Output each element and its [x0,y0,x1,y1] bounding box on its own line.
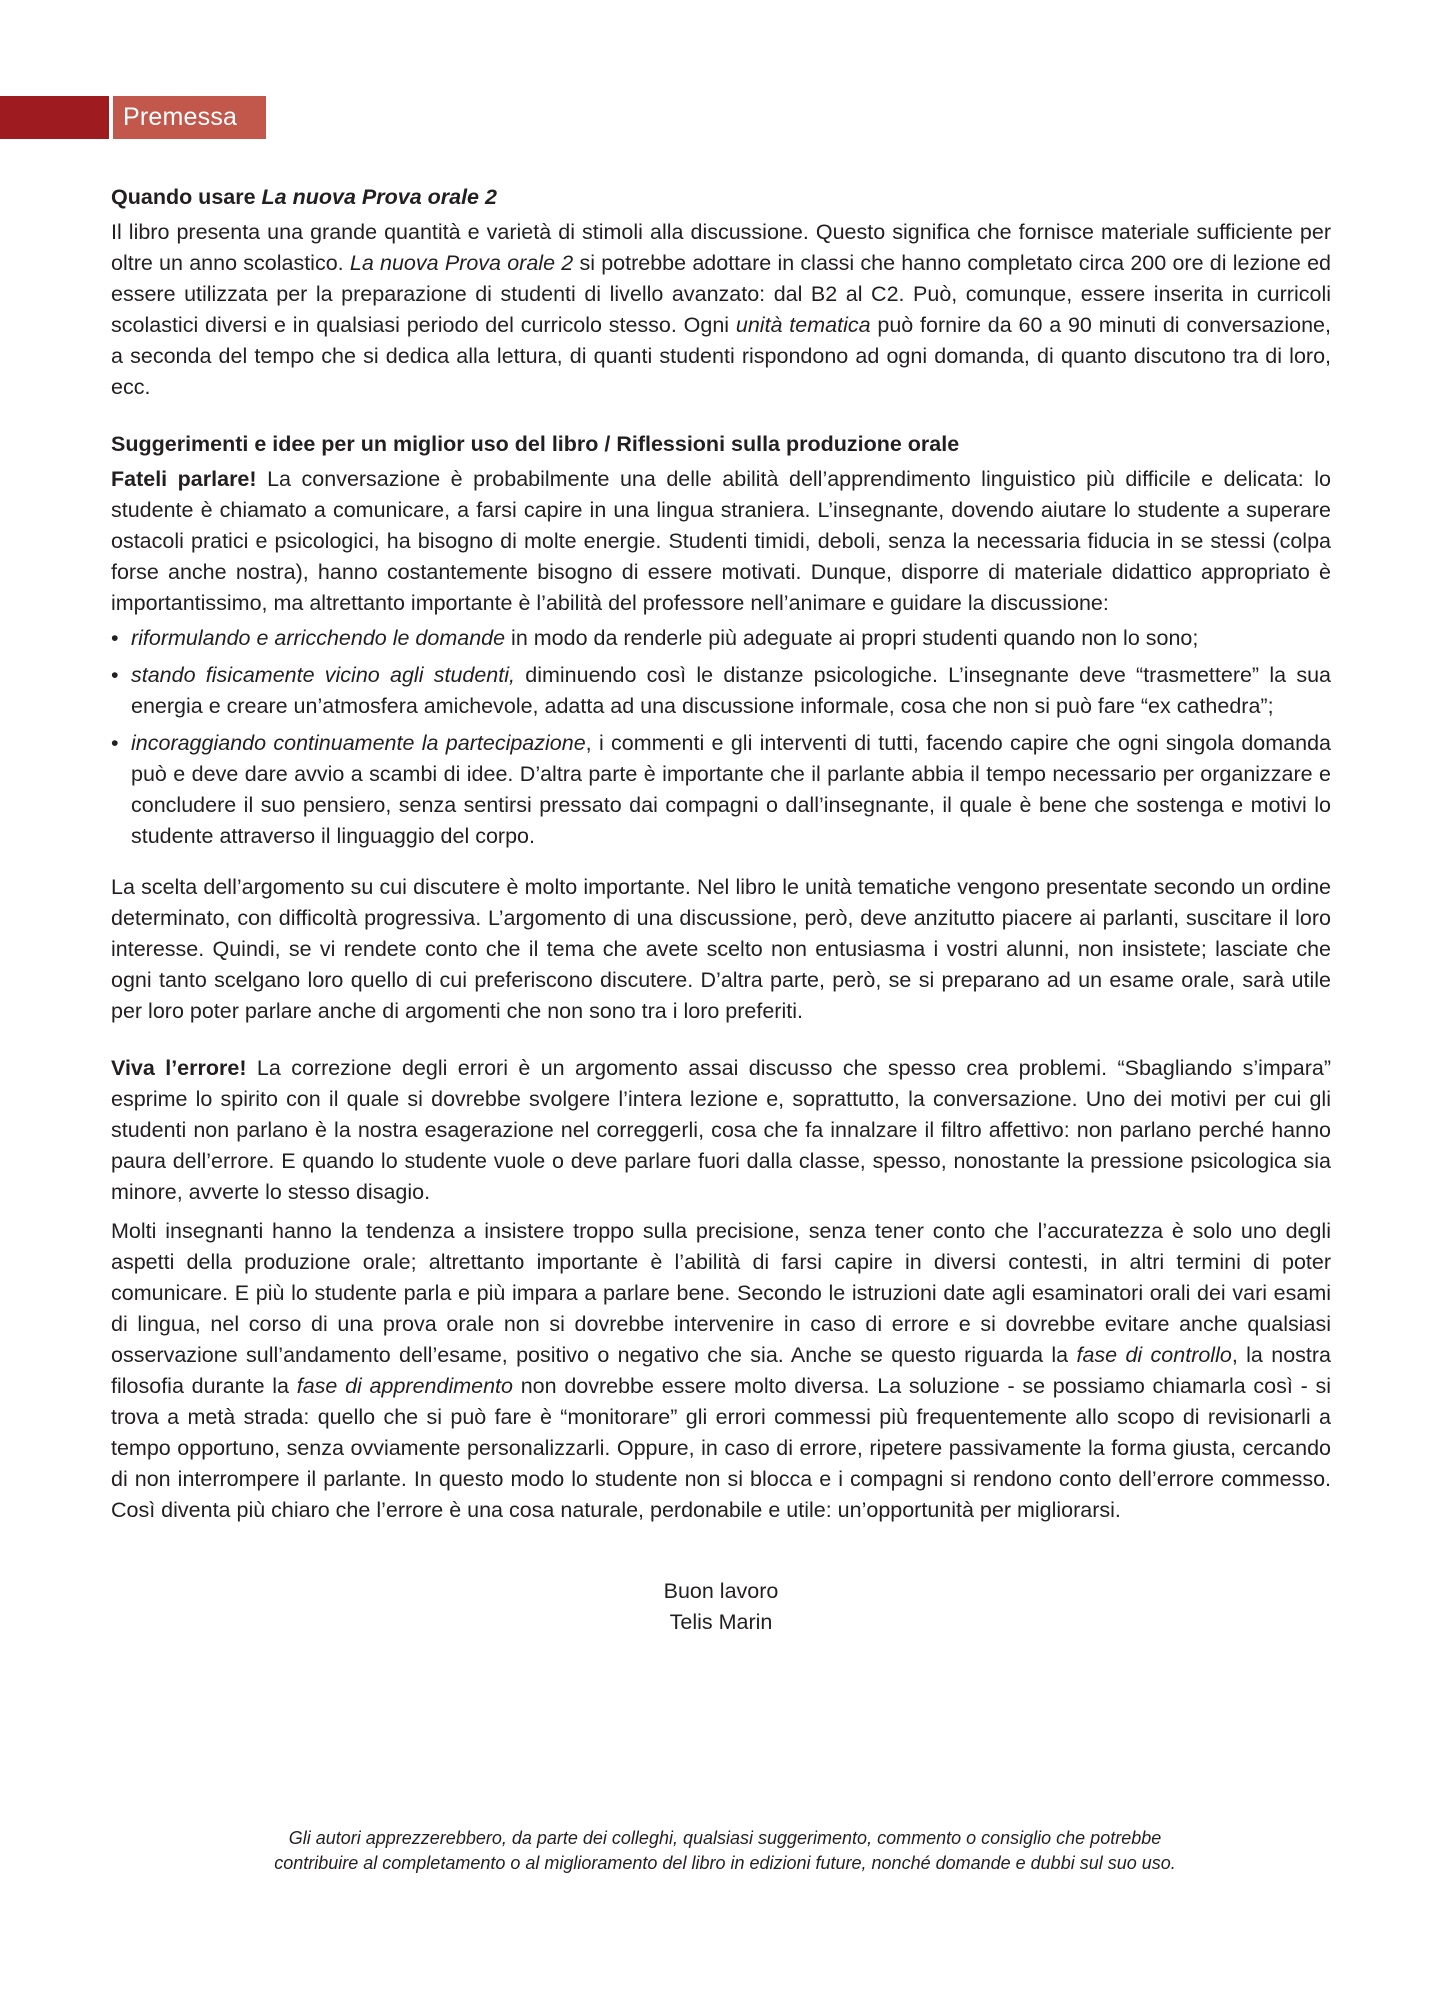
accuracy-paragraph [111,1216,1331,1526]
text-run: Il libro presenta una grande quantità e varietà di stimoli alla discussione. Questo significa che fornisce materiale sufficiente per oltre un anno scolastico. [111,220,1331,275]
section2-paragraph [111,464,1331,619]
signature-closing: Buon lavoro [663,1579,779,1603]
text-run: La conversazione è probabilmente una delle abilità dell’apprendimento linguistico più difficile e delicata: lo studente è chiamato a comunicare, a farsi capire in una lingua straniera. L’insegnante, dovendo aiutare lo studente a superare ostacoli pratici e psicologici, ha bisogno di molte energie. Studenti timidi, deboli, senza la necessaria fiducia in se stessi (colpa forse anche nostra), hanno costantemente bisogno di essere motivati. Dunque, disporre di materiale didattico appropriato è importantissimo, ma altrettanto importante è l’abilità del professore nell’animare e guidare la discussione: [111,467,1332,615]
term-italic: fase di apprendimento [296,1374,513,1398]
page-header-bar [0,96,266,139]
header-accent-block [0,96,109,139]
term-italic: unità tematica [735,313,871,337]
text-run: Molti insegnanti hanno la tendenza a insistere troppo sulla precisione, senza tener conto che l’accuratezza è solo uno degli aspetti della produzione orale; altrettanto importante è l’abilità di farsi capire in diversi contesti, in altri termini di poter comunicare. E più lo studente parla e più impara a parlare bene. Secondo le istruzioni date agli esaminatori orali dei vari esami di lingua, nel corso di una prova orale non si dovrebbe intervenire in caso di errore e si dovrebbe evitare anche qualsiasi osservazione sull’andamento dell’esame, positivo o negativo che sia. Anche se questo riguarda la [111,1219,1331,1367]
lead-bold: Viva l’errore! [111,1056,247,1080]
text-run: , la nostra filosofia durante la [111,1343,1331,1398]
footnote [230,1826,1220,1876]
section1-heading [111,182,1331,213]
list-item-text: diminuendo così le distanze psicologiche. L’insegnante deve “trasmettere” la sua energia e creare un’atmosfera amichevole, adatta ad una discussione informale, cosa che non si può fare “ex cathedra”; [131,663,1331,718]
suggestion-list [111,623,1331,852]
main-content [111,182,1331,1638]
topic-choice-paragraph: La scelta dell’argomento su cui discutere è molto importante. Nel libro le unità tematiche vengono presentate secondo un ordine determinato, con difficoltà progressiva. L’argomento di una discussione, però, deve anzitutto piacere ai parlanti, suscitare il loro interesse. Quindi, se vi rendete conto che il tema che avete scelto non entusiasma i vostri alunni, non insistete; lasciate che ogni tanto scelgano loro quello di cui preferiscono discutere. D’altra parte, però, se si preparano ad un esame orale, sarà utile per loro poter parlare anche di argomenti che non sono tra i loro preferiti. [111,875,1331,1023]
text-run: si potrebbe adottare in classi che hanno completato circa 200 ore di lezione ed essere utilizzata per la preparazione di studenti di livello avanzato: dal B2 al C2. Può, comunque, essere inserita in curricoli scolastici diversi e in qualsiasi periodo del curricolo stesso. Ogni [111,251,1331,337]
list-item [111,728,1331,852]
section2-heading: Suggerimenti e idee per un miglior uso del libro / Riflessioni sulla produzione orale [111,432,960,456]
term-italic: fase di controllo [1076,1343,1232,1367]
list-item [111,623,1331,654]
text-run: non dovrebbe essere molto diversa. La soluzione - se possiamo chiamarla così - si trova a metà strada: quello che si può fare è “monitorare” gli errori commessi più frequentemente allo scopo di revisionarli a tempo opportuno, senza ovviamente personalizzarli. Oppure, in caso di errore, ripetere passivamente la forma giusta, cercando di non interrompere il parlante. In questo modo lo studente non si blocca e i compagni si rendono conto dell’errore commesso. Così diventa più chiaro che l’errore è una cosa naturale, perdonabile e utile: un’opportunità per migliorarsi. [111,1374,1331,1522]
list-item-text: in modo da renderle più adeguate ai propri studenti quando non lo sono; [505,626,1199,650]
list-item-text: , i commenti e gli interventi di tutti, facendo capire che ogni singola domanda può e deve dare avvio a scambi di idee. D’altra parte è importante che il parlante abbia il tempo necessario per organizzare e concludere il suo pensiero, senza sentirsi pressato dai compagni o dall’insegnante, il quale è bene che sostenga e motivi lo studente attraverso il linguaggio del corpo. [131,731,1331,848]
bullet-icon: • [111,731,119,755]
lead-bold: Fateli parlare! [111,467,257,491]
text-run: La correzione degli errori è un argomento assai discusso che spesso crea problemi. “Sbagliando s’impara” esprime lo spirito con il quale si dovrebbe svolgere l’intera lezione e, soprattutto, la conversazione. Uno dei motivi per cui gli studenti non parlano è la nostra esagerazione nel correggerli, cosa che fa innalzare il filtro affettivo: non parlano perché hanno paura dell’errore. E quando lo studente vuole o deve parlare fuori dalla classe, spesso, nonostante la pressione psicologica sia minore, avverte lo stesso disagio. [111,1056,1331,1204]
list-item-emphasis: incoraggiando continuamente la partecipazione [131,731,586,755]
section-label: Premessa [113,96,266,139]
footnote-line: contribuire al completamento o al miglioramento del libro in edizioni future, nonché domande e dubbi sul suo uso. [274,1853,1176,1873]
bullet-icon: • [111,626,119,650]
signature-author: Telis Marin [669,1610,773,1634]
list-item-emphasis: stando fisicamente vicino agli studenti, [131,663,515,687]
section1-paragraph [111,217,1331,403]
footnote-line: Gli autori apprezzerebbero, da parte dei colleghi, qualsiasi suggerimento, commento o consiglio che potrebbe [288,1828,1162,1848]
section3-paragraph [111,1053,1331,1208]
text-run: può fornire da 60 a 90 minuti di conversazione, a seconda del tempo che si dedica alla lettura, di quanti studenti rispondono ad ogni domanda, di quanto discutono tra di loro, ecc. [111,313,1331,399]
book-title-italic: La nuova Prova orale 2 [349,251,574,275]
bullet-icon: • [111,663,119,687]
list-item-emphasis: riformulando e arricchendo le domande [131,626,506,650]
section1-heading-prefix: Quando usare [111,185,262,209]
list-item [111,660,1331,722]
section1-heading-title: La nuova Prova orale 2 [261,185,497,209]
